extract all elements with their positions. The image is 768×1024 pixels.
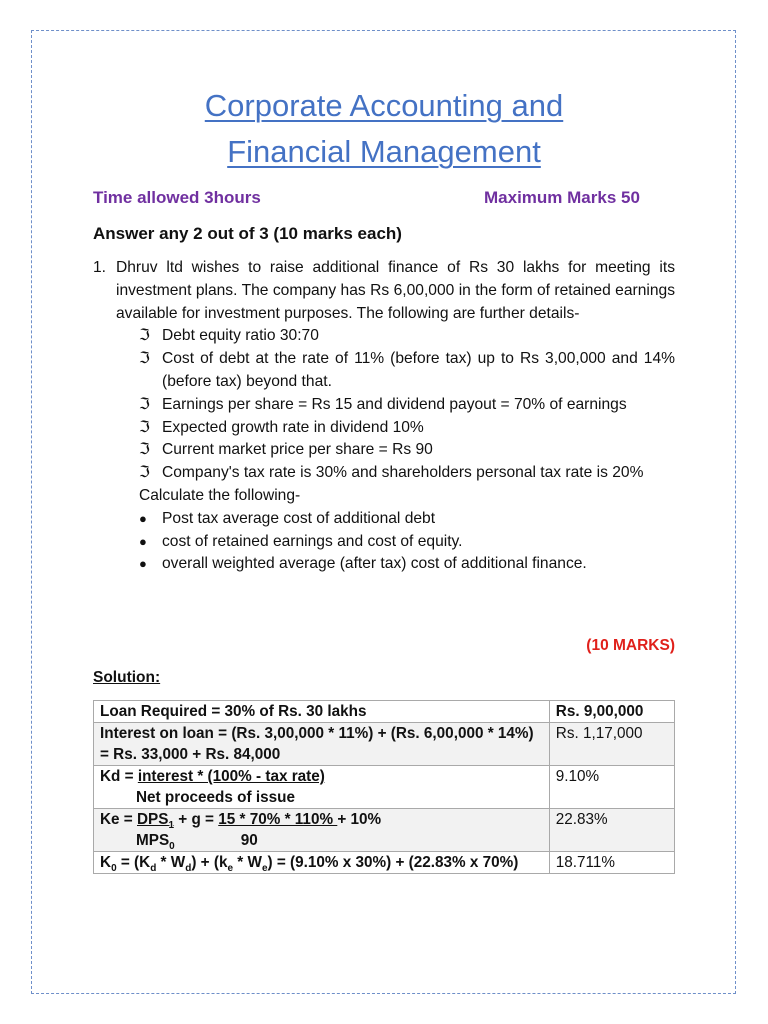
- kd-numerator: interest * (100% - tax rate): [137, 768, 325, 785]
- question-number: 1.: [93, 259, 107, 276]
- calc-item: ● overall weighted average (after tax) cost of additional finance.: [139, 553, 675, 576]
- question-1: [93, 257, 675, 576]
- row-value: Rs. 9,00,000: [549, 701, 674, 723]
- row-label-ke: $Ke = DPS_1 + g = 15 * 70\% * 110\% + 10\%$ $MPS_0$ 90: [94, 809, 550, 852]
- detail-item: ℑ Expected growth rate in dividend 10%: [139, 417, 675, 440]
- details-list: [139, 325, 675, 485]
- dot-bullet-icon: ●: [139, 510, 147, 526]
- bullet-icon: ℑ: [139, 395, 150, 413]
- question-text: Dhruv ltd wishes to raise additional finance of Rs 30 lakhs for meeting its investment plans. The company has Rs 6,00,000 in the form of retained earnings available for investment purposes. The following are further details-: [116, 259, 675, 322]
- kd-denominator: Net proceeds of issue: [136, 789, 295, 806]
- detail-item: ℑ Current market price per share = Rs 90: [139, 439, 675, 462]
- bullet-icon: ℑ: [139, 441, 150, 459]
- ke-numerator: 15 * 70% * 110%: [218, 811, 338, 828]
- table-row: [94, 723, 675, 766]
- table-row: [94, 852, 675, 874]
- detail-item: ℑ Company's tax rate is 30% and shareholders personal tax rate is 20%: [139, 462, 675, 485]
- row-label: Loan Required = 30% of Rs. 30 lakhs: [94, 701, 550, 723]
- time-allowed: Time allowed 3hours: [93, 188, 261, 207]
- dot-bullet-icon: ●: [139, 556, 147, 572]
- bullet-icon: ℑ: [139, 350, 150, 368]
- row-value: Rs. 1,17,000: [549, 723, 674, 766]
- bullet-icon: ℑ: [139, 418, 150, 436]
- table-row: [94, 701, 675, 723]
- row-label: Interest on loan = (Rs. 3,00,000 * 11%) + (Rs. 6,00,000 * 14%) = Rs. 33,000 + Rs. 84,000: [94, 723, 550, 766]
- bullet-icon: ℑ: [139, 327, 150, 345]
- page-title-line1: Corporate Accounting and: [204, 88, 564, 123]
- calc-item: ● cost of retained earnings and cost of equity.: [139, 531, 675, 554]
- row-label-k0: $K_0 = (K_d * W_d) + (k_e * W_e) = (9.10\%$ x 30%) + (22.83% x 70%): [94, 852, 550, 874]
- table-row: [94, 766, 675, 809]
- question-marks: (10 MARKS): [586, 637, 675, 654]
- row-value: 18.711%: [549, 852, 674, 874]
- row-value: 22.83%: [549, 809, 674, 852]
- maximum-marks: Maximum Marks 50: [484, 188, 640, 207]
- calc-intro: Calculate the following-: [139, 486, 301, 504]
- instruction: Answer any 2 out of 3 (10 marks each): [93, 224, 402, 243]
- ke-denominator: $MPS_0$ 90: [136, 832, 258, 853]
- solution-heading: Solution:: [93, 669, 161, 686]
- bullet-icon: ℑ: [139, 464, 150, 482]
- solution-table: [93, 700, 675, 874]
- detail-item: ℑ Earnings per share = Rs 15 and dividend payout = 70% of earnings: [139, 394, 675, 417]
- row-label-kd: Kd = interest * (100% - tax rate) Net proceeds of issue: [94, 766, 550, 809]
- calc-list: [139, 508, 675, 576]
- detail-item: ℑ Cost of debt at the rate of 11% (before tax) up to Rs 3,00,000 and 14% (before tax) beyond that.: [139, 350, 675, 390]
- table-row: [94, 809, 675, 852]
- calc-item: ● Post tax average cost of additional debt: [139, 508, 675, 531]
- detail-item: ℑ Debt equity ratio 30:70: [139, 325, 675, 348]
- page-title-line2: Financial Management: [227, 134, 541, 169]
- row-value: 9.10%: [549, 766, 674, 809]
- dot-bullet-icon: ●: [139, 533, 147, 549]
